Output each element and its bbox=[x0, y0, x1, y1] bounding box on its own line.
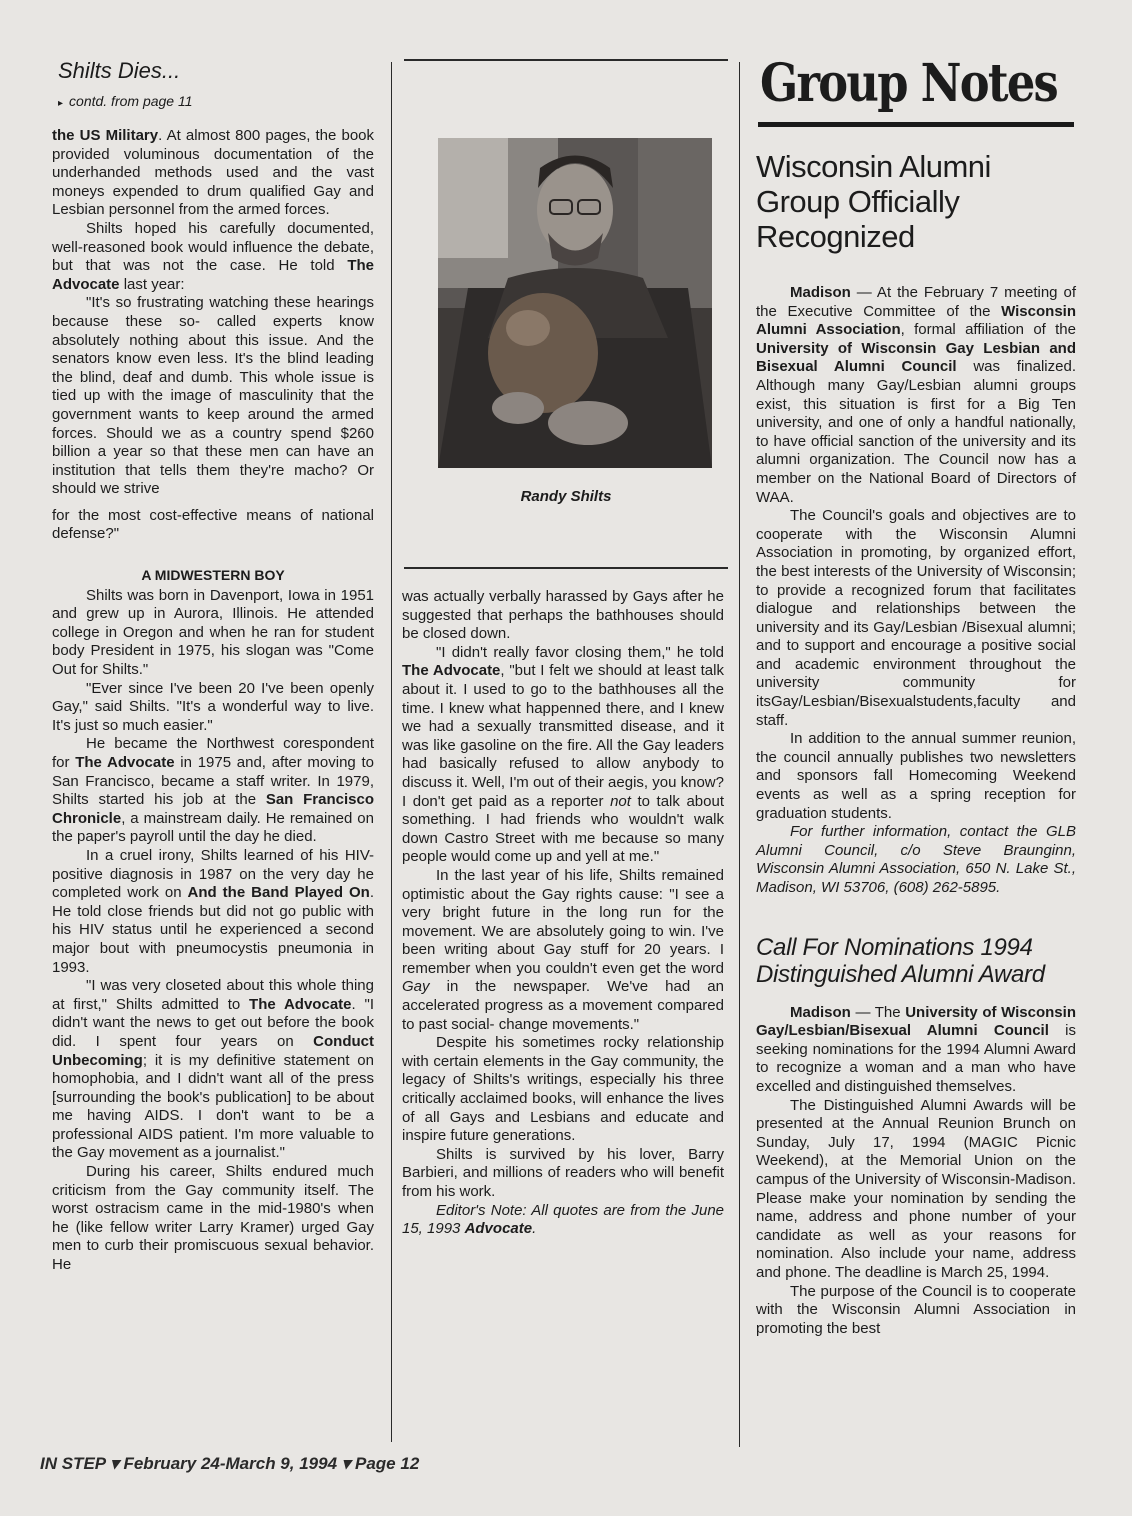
text: Shilts hoped his carefully documented, well-reasoned book would influence the debate, but that was not the case. He told bbox=[52, 219, 374, 275]
paragraph: was actually verbally harassed by Gays after he suggested that perhaps the bathhouses should be closed down. bbox=[402, 588, 724, 643]
arrow-right-icon: ▸ bbox=[58, 98, 64, 109]
photo-box-bottom-rule bbox=[404, 567, 728, 569]
paragraph: Shilts was born in Davenport, Iowa in 1951 and grew up in Aurora, Illinois. He attended college in Oregon and when he ran for student body President in 1975, his slogan was "Come Out for Shilts." bbox=[52, 586, 374, 679]
dateline: Madison bbox=[790, 1003, 851, 1021]
text: in the newspaper. We've had an accelerated progress as a movement compared to past social- change movements." bbox=[402, 978, 724, 1033]
contact-info: For further information, contact the GLB Alumni Council, c/o Steve Braunginn, Wisconsin Alumni Association, 650 N. Lake St., Madison, WI 53706, (608) 262-5895. bbox=[756, 823, 1076, 896]
quote-paragraph: "It's so frustrating watching these hearings because these so- called experts know absolutely nothing about this issue. And the senators know even less. It's the blind leading the blind, deaf and dumb. This whole issue is tied up with the image of masculinity that the government wants to keep around the armed forces. Should we as a country spend $260 billion a year so that these men can have an institution that tells them they're macho? Or should we strive bbox=[52, 294, 374, 498]
text: was finalized. Although many Gay/Lesbian alumni groups exist, this situation is first for a Big Ten university, and one of only a handful nationally, to have official sanction of the university and its alumni organization. The Council now has a member on the National Board of Directors of WAA. bbox=[756, 358, 1076, 506]
text: In the last year of his life, Shilts remained optimistic about the Gay rights cause: "I see a very bright future in the long run for the movement. We are absolutely going to win. I've been writing about Gay stuff for 20 years. I remember when you couldn't even get the word bbox=[402, 866, 724, 977]
text: Editor's Note: All quotes are from the June 15, 1993 bbox=[402, 1201, 724, 1238]
article-column-shilts bbox=[52, 58, 374, 1275]
subheading: A MIDWESTERN BOY bbox=[141, 567, 285, 584]
portrait-illustration bbox=[438, 138, 712, 468]
text: "I was very closeted about this whole thing at first," Shilts admitted to bbox=[52, 977, 374, 1013]
paragraph bbox=[402, 867, 724, 1034]
paragraph bbox=[52, 220, 374, 294]
text: "I didn't really favor closing them," he told bbox=[436, 643, 724, 661]
text: last year: bbox=[119, 275, 185, 293]
emphasis: not bbox=[610, 792, 631, 810]
continued-text: contd. from page 11 bbox=[69, 93, 193, 109]
article-title: Shilts Dies... bbox=[58, 58, 181, 83]
group-notes-column bbox=[756, 52, 1076, 1338]
section-title-rule bbox=[758, 122, 1074, 127]
text: ; it is my definitive statement on homophobia, and I didn't want all of the press [surrounding the book's publication] to be about me having AIDS. I don't want to be a professional AIDS patient. I'm more valuable to the Gay movement as a journalist." bbox=[52, 1051, 374, 1162]
portrait-photo bbox=[438, 138, 712, 468]
headline-call-for-nominations: Call For Nominations 1994 Distinguished Alumni Award bbox=[756, 933, 1045, 988]
column-divider bbox=[739, 62, 740, 1447]
paragraph: Shilts is survived by his lover, Barry Barbieri, and millions of readers who will benefit from his work. bbox=[402, 1145, 724, 1200]
book-title: Conduct Unbecoming bbox=[52, 1032, 374, 1069]
publication-name: The Advocate bbox=[402, 662, 501, 680]
text: — At the February 7 meeting of the Executive Committee of the bbox=[756, 284, 1076, 320]
org-name: University of Wisconsin Gay Lesbian and Bisexual Alumni Council bbox=[756, 339, 1076, 376]
page-footer: IN STEP ▾ February 24-March 9, 1994 ▾ Page 12 bbox=[40, 1454, 420, 1473]
org-name: University of Wisconsin Gay/Lesbian/Bisexual Alumni Council bbox=[756, 1003, 1076, 1040]
text: — The bbox=[850, 1003, 906, 1021]
text: . "I didn't want the news to get out before the book did. I spent four years on bbox=[52, 995, 374, 1050]
continued-from-label bbox=[58, 92, 374, 113]
text: , formal affiliation of the bbox=[900, 321, 1076, 339]
quote-paragraph-cont: for the most cost-effective means of national defense?" bbox=[52, 506, 374, 543]
editors-note bbox=[402, 1202, 724, 1239]
photo-box-top-rule bbox=[404, 59, 728, 61]
publication-name: The Advocate bbox=[75, 754, 175, 771]
text: , a mainstream daily. He remained on the paper's payroll until the day he died. bbox=[52, 809, 374, 846]
text: . He told close friends but did not go public with his HIV status until he experienced a second major bout with pneumocystis pneumonia in 1993. bbox=[52, 884, 374, 976]
paragraph: "Ever since I've been 20 I've been openly Gay," said Shilts. "It's a wonderful way to live. It's just so much easier." bbox=[52, 679, 374, 734]
paragraph: Despite his sometimes rocky relationship with certain elements in the Gay community, the legacy of Shilts's writings, especially his three critically acclaimed books, will enhance the lives of all Gays and Lesbians and educate and inspire future generations. bbox=[402, 1034, 724, 1145]
paragraph: In addition to the annual summer reunion, the council annually publishes two newsletters and sponsors fall Homecoming Weekend events as well as a spring reception for graduation students. bbox=[756, 730, 1076, 822]
text: in 1975 and, after moving to San Francisco, became a staff writer. In 1979, Shilts started his job at the bbox=[52, 754, 374, 809]
text: . bbox=[532, 1220, 537, 1238]
text: He became the Northwest corespondent for bbox=[52, 735, 374, 771]
photo-caption: Randy Shilts bbox=[520, 488, 612, 505]
paragraph bbox=[52, 127, 374, 220]
publication-name: The Advocate bbox=[52, 257, 374, 293]
headline-wisconsin-alumni: Wisconsin Alumni Group Officially Recognized bbox=[756, 149, 991, 254]
paragraph: The Distinguished Alumni Awards will be presented at the Annual Reunion Brunch on Sunday, July 17, 1994 (MAGIC Picnic Weekend), at the Memorial Union on the campus of the University of Wisconsin-Madison. Please make your nomination by sending the name, address and phone number of your candidate as well as your reasons for nomination. Also include your name, address and phone. The deadline is March 25, 1994. bbox=[756, 1096, 1076, 1281]
publication-name: Advocate bbox=[464, 1220, 533, 1238]
dateline: Madison bbox=[790, 284, 851, 301]
text: is seeking nominations for the 1994 Alumni Award to recognize a woman and a man who have excelled and distinguished themselves. bbox=[756, 1022, 1076, 1095]
paragraph: During his career, Shilts endured much criticism from the Gay community itself. The worst ostracism came in the mid-1980's when he (like fellow writer Larry Kramer) urged Gay men to curb their promiscuous sexual behavior. He bbox=[52, 1163, 374, 1274]
publication-name: San Francisco Chronicle bbox=[52, 791, 374, 827]
text: . At almost 800 pages, the book provided voluminous documentation of the underhanded methods used and the vast moneys expended to drum qualified Gay and Lesbian personnel from the armed forces. bbox=[52, 127, 375, 219]
paragraph: The Council's goals and objectives are to cooperate with the Wisconsin Alumni Association in promoting, by organized effort, the best interests of the University of Wisconsin; to provide a recognized forum that facilitates dialogue and relationships between the university and its Gay/Lesbian /Bisexual alumni; and to support and encourage a positive social and academic environment throughout the university community for itsGay/Lesbian/Bisexualstudents,faculty and staff. bbox=[756, 507, 1076, 729]
section-title: Group Notes bbox=[760, 53, 1058, 114]
publication-name: The Advocate bbox=[249, 995, 352, 1013]
paragraph: The purpose of the Council is to cooperate with the Wisconsin Alumni Association in promoting the best bbox=[756, 1282, 1076, 1337]
article-column-shilts-cont bbox=[402, 588, 724, 1239]
text: , "but I felt we should at least talk about it. I used to go to the bathhouses all the time. I knew what happenned there, and I knew we had a sexually transmitted disease, and it was like gasoline on the fire. All the Gay leaders had basically refused to allow anybody to discuss it. Well, I'm out of their aegis, you know? I don't get paid as a reporter bbox=[402, 662, 724, 810]
paragraph bbox=[52, 977, 374, 1163]
paragraph bbox=[756, 284, 1076, 507]
org-name: Wisconsin Alumni Association bbox=[756, 302, 1076, 339]
paragraph bbox=[52, 735, 374, 847]
paragraph bbox=[52, 847, 374, 977]
paragraph bbox=[756, 1004, 1076, 1097]
paragraph bbox=[402, 644, 724, 867]
column-divider bbox=[391, 62, 392, 1442]
text: to talk about something. I had friends who wouldn't walk down Castro Street with me because so many people would come up and yell at me." bbox=[402, 792, 724, 866]
book-title: And the Band Played On bbox=[187, 884, 370, 902]
book-title: the US Military bbox=[52, 127, 159, 144]
text: In a cruel irony, Shilts learned of his HIV-positive diagnosis in 1987 on the very day he completed work on bbox=[52, 846, 374, 902]
emphasis: Gay bbox=[402, 978, 430, 996]
